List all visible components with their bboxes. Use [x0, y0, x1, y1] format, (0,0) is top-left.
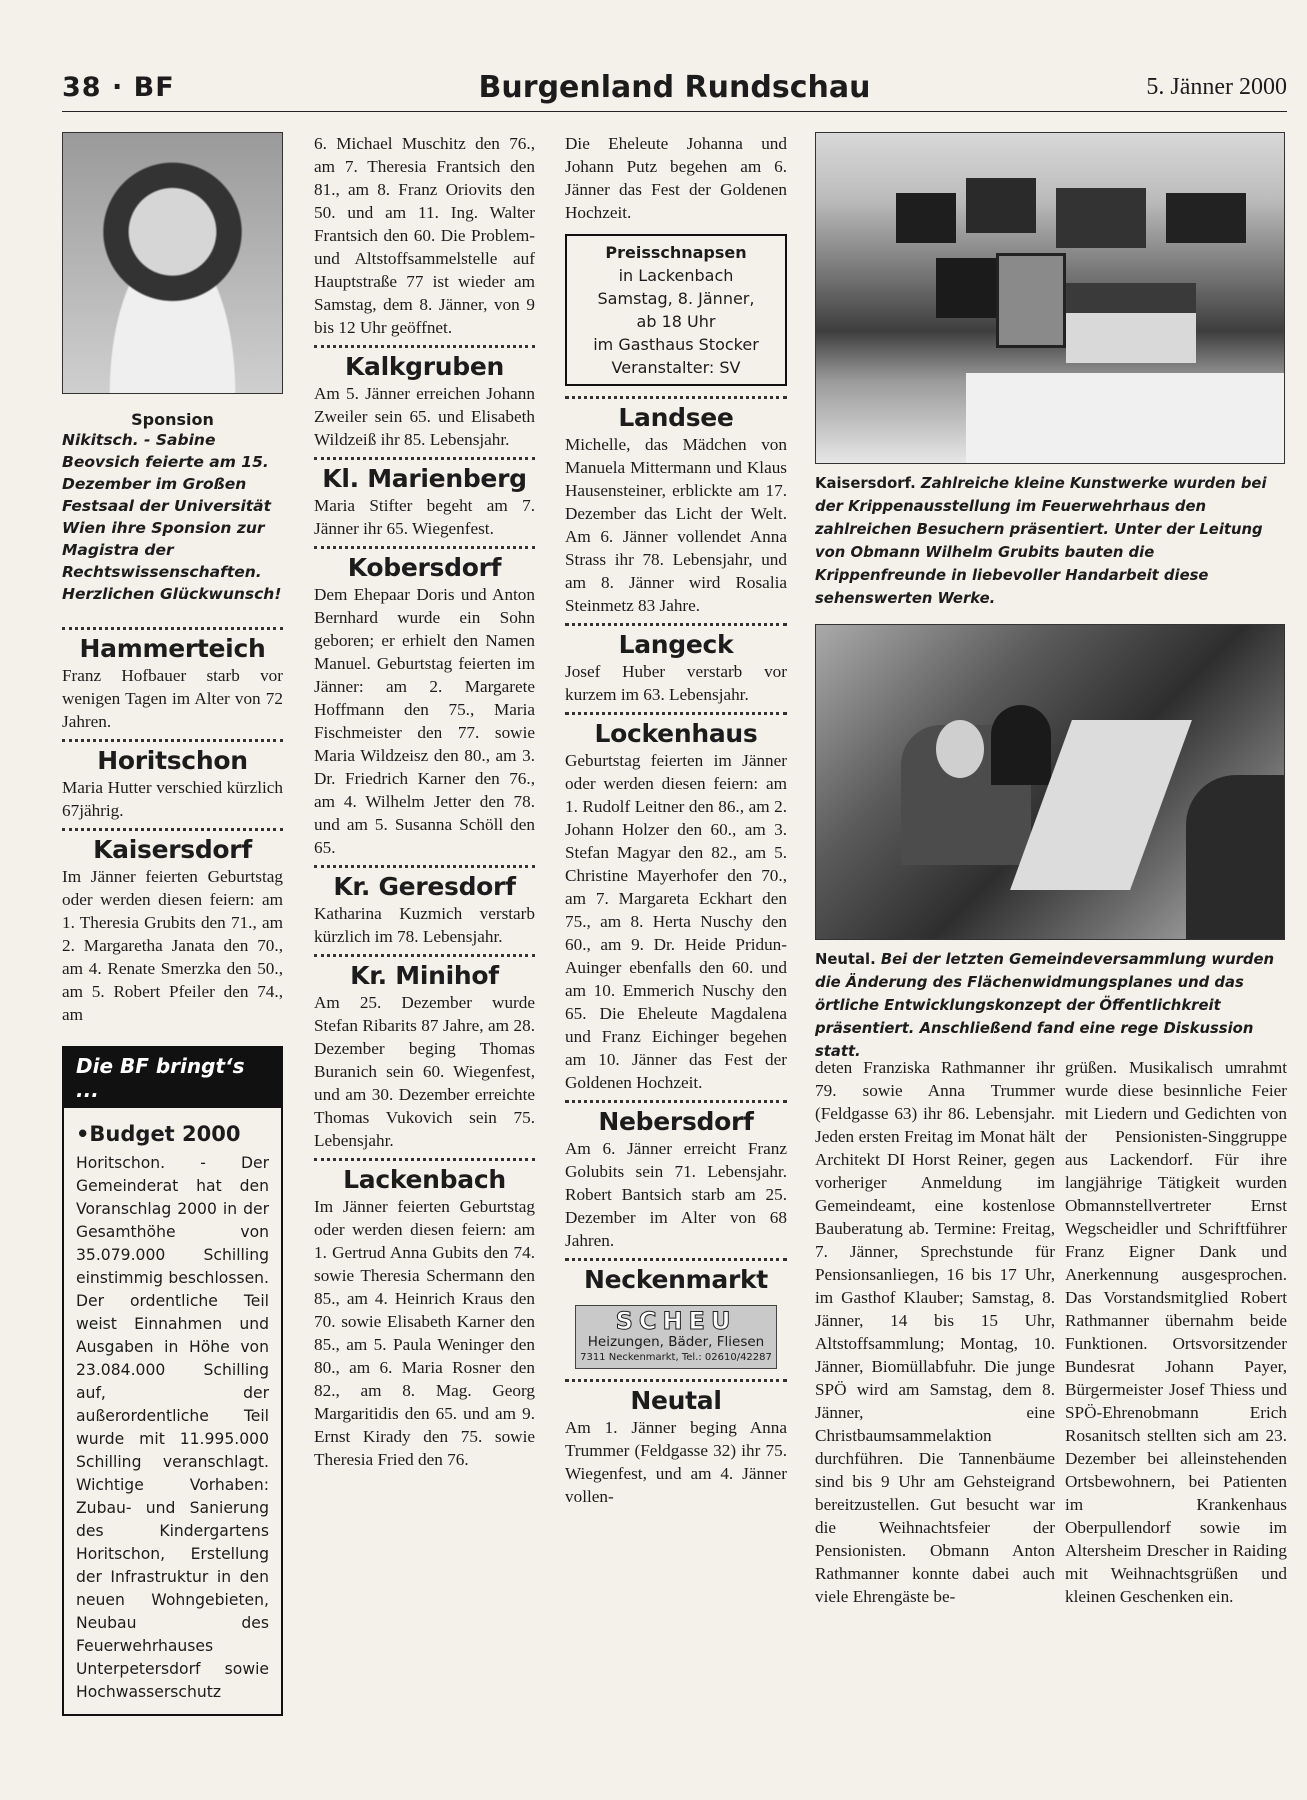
exhibition-photo-caption [815, 472, 1285, 610]
dotted-divider [62, 627, 283, 630]
caption-place: Kaisersdorf. [815, 475, 916, 492]
heading-lockenhaus: Lockenhaus [594, 719, 758, 748]
column-4-left-text [815, 1056, 1055, 1608]
heading-neckenmarkt: Neckenmarkt [584, 1265, 768, 1294]
article-landsee: Michelle, das Mädchen von Manuela Mittermann und Klaus Hausensteiner, erblickte am 17. Dezember das Licht der Welt. Am 6. Jänner vollendet Anna Strass ihr 78. Lebensjahr, und am 8. Jänner wird Rosalia Steinmetz 83 Jahre. [565, 435, 787, 615]
info-box-text: Horitschon. - Der Gemeinderat hat den Voranschlag 2000 in der Gesamthöhe von 35.079.000 Schilling einstimmig beschlossen. Der ordentliche Teil weist Einnahmen und Ausgaben in Höhe von 23.084.000 Schilling auf, der außerordentliche Teil wurde mit 11.995.000 Schilling veranschlagt. Wichtige Vorhaben: Zubau- und Sanierung des Kindergartens Horitschon, Erstellung der Infrastruktur in den neuen Wohngebieten, Neubau des Feuerwehrhauses Unterpetersdorf sowie Hochwasserschutz [76, 1154, 269, 1701]
caption-place: Neutal. [815, 951, 876, 968]
article-lackenbach: Im Jänner feierten Geburtstag oder werden diesen feiern: am 1. Gertrud Anna Gubits den 74. sowie Theresia Schermann den 85., am 4. Heinrich Kraus den 70. sowie Elisabeth Karner den 85., am 5. Paula Weninger den 80., am 6. Maria Rosner den 82., am 8. Mag. Georg Margaritidis den 65. und am 9. Ernst Kirady den 75. sowie Theresia Fried den 76. [314, 1197, 535, 1469]
heading-kr-geresdorf: Kr. Geresdorf [333, 872, 516, 901]
heading-kr-minihof: Kr. Minihof [350, 961, 499, 990]
dotted-divider [565, 623, 787, 626]
ad-services: Heizungen, Bäder, Fliesen [587, 1334, 765, 1350]
heading-kobersdorf: Kobersdorf [347, 553, 502, 582]
column-2 [314, 132, 535, 1471]
advertisement-scheu [575, 1305, 777, 1369]
article-horitschon: Maria Hutter verschied kürzlich 67jährig. [62, 778, 283, 820]
article-kr-minihof: Am 25. Dezember wurde Stefan Ribarits 87 Jahre, am 28. Dezember beging Thomas Buranich sein 60. Wiegenfest, und am 30. Dezember erreichte Thomas Vukovich sein 75. Lebensjahr. [314, 993, 535, 1150]
heading-langeck: Langeck [618, 630, 734, 659]
column-4-photos [815, 132, 1285, 1063]
notice-line: in Lackenbach [618, 266, 734, 285]
dotted-divider [314, 345, 535, 348]
article-neutal-cont: deten Franziska Rathmanner ihr 79. sowie Anna Trummer (Feldgasse 63) ihr 86. Lebensjahr. Jeden ersten Freitag im Monat hält Architekt DI Horst Reiner, gegen vorheriger Anmeldung im Gemeindeamt, eine kostenlose Bauberatung ab. Termine: Freitag, 7. Jänner, Sprechstunde für Pensionsanliegen, 16 bis 17 Uhr, im Gasthof Klauber; Samstag, 8. Jänner, 14 bis 15 Uhr, Altstoffsammlung; Montag, 10. Jänner, Biomüllabfuhr. Die junge SPÖ wird am Samstag, dem 8. Jänner, eine Christbaumsammelaktion durchführen. Die Tannenbäume sind bis 9 Uhr am Gehsteigrand bereitzustellen. Gut besucht war die Weihnachtsfeier der Pensionisten. Obmann Anton Rathmanner konnte dabei auch viele Ehrengäste be- [815, 1058, 1055, 1606]
info-box-title: Die BF bringt‘s ... [64, 1048, 281, 1108]
article-kr-geresdorf: Katharina Kuzmich verstarb kürzlich im 78. Lebensjahr. [314, 904, 535, 946]
caption-text: Zahlreiche kleine Kunstwerke wurden bei der Krippenausstellung im Feuerwehrhaus den zahlreichen Besuchern präsentiert. Unter der Leitung von Obmann Wilhelm Grubits bauten die Krippenfreunde in liebevoller Handarbeit diese sehenswerten Werke. [815, 475, 1267, 607]
heading-kl-marienberg: Kl. Marienberg [322, 464, 527, 493]
article-kalkgruben: Am 5. Jänner erreichen Johann Zweiler sein 65. und Elisabeth Wildzeiß ihr 85. Lebensjahr. [314, 384, 535, 449]
article-neutal: Am 1. Jänner beging Anna Trummer (Feldgasse 32) ihr 75. Wiegenfest, und am 4. Jänner vollen- [565, 1418, 787, 1506]
dotted-divider [565, 1258, 787, 1261]
article-neutal-cont-2: grüßen. Musikalisch umrahmt wurde diese besinnliche Feier mit Liedern und Gedichten von der Pensionisten-Singgruppe aus Lackendorf. Für ihre langjährige Tätigkeit wurden Obmannstellvertreter Ernst Wegscheidler und Schriftführer Franz Eigner Dank und Anerkennung ausgesprochen. Das Vorstandsmitglied Robert Rathmanner übernahm beide Funktionen. Ortsvorsitzender Bundesrat Johann Payer, Bürgermeister Josef Thiess und SPÖ-Ehrenobmann Erich Rosanitsch stellten sich am 23. Dezember bei alleinstehenden Ortsbewohnern, bei Patienten im Krankenhaus Oberpullendorf sowie im Altersheim Drescher in Raiding mit Weihnachtsgrüßen und kleinen Geschenken ein. [1065, 1058, 1287, 1606]
portrait-photo [62, 132, 283, 394]
ad-address: 7311 Neckenmarkt, Tel.: 02610/42287 [580, 1352, 772, 1363]
dotted-divider [314, 954, 535, 957]
heading-kaisersdorf: Kaisersdorf [93, 835, 252, 864]
newspaper-title: Burgenland Rundschau [478, 70, 871, 105]
notice-title: Preisschnapsen [605, 243, 747, 262]
exhibition-photo [815, 132, 1285, 464]
page-header [62, 68, 1287, 112]
info-box-heading: •Budget 2000 [76, 1122, 241, 1146]
dotted-divider [62, 739, 283, 742]
meeting-photo [815, 624, 1285, 940]
notice-line: im Gasthaus Stocker [593, 335, 759, 354]
heading-kalkgruben: Kalkgruben [344, 352, 505, 381]
column-4-right-text [1065, 1056, 1287, 1608]
event-notice-box [565, 234, 787, 386]
dotted-divider [565, 1379, 787, 1382]
dotted-divider [62, 828, 283, 831]
heading-horitschon: Horitschon [97, 746, 248, 775]
article-kobersdorf: Dem Ehepaar Doris und Anton Bernhard wurde ein Sohn geboren; er erhielt den Namen Manuel. Geburtstag feierten im Jänner: am 2. Margarete Hoffmann den 75., Maria Fischmeister den 77. sowie Maria Wildzeisz den 80., am 3. Dr. Friedrich Karner den 76., am 4. Wilhelm Jetter den 78. und am 5. Susanna Schöll den 65. [314, 585, 535, 857]
meeting-photo-caption [815, 948, 1285, 1063]
dotted-divider [314, 865, 535, 868]
ad-logo: SCHEU [615, 1307, 737, 1335]
article-langeck: Josef Huber verstarb vor kurzem im 63. Lebensjahr. [565, 662, 787, 704]
dotted-divider [565, 396, 787, 399]
dotted-divider [565, 712, 787, 715]
article-lockenhaus: Geburtstag feierten im Jänner oder werden diesen feiern: am 1. Rudolf Leitner den 86., am 2. Johann Holzer den 60., am 3. Stefan Magyar den 82., am 5. Christine Mayerhofer den 70., am 7. Margareta Eckhart den 75., am 8. Herta Nuschy den 60., am 9. Dr. Heide Pridun-Auinger ebenfalls den 60. und am 10. Emmerich Nuschy den 65. Die Eheleute Magdalena und Franz Eichinger begehen am 10. Jänner das Fest der Goldenen Hochzeit. [565, 751, 787, 1092]
notice-line: Samstag, 8. Jänner, [597, 289, 755, 308]
article-kl-marienberg: Maria Stifter begeht am 7. Jänner ihr 65. Wiegenfest. [314, 496, 535, 538]
dotted-divider [314, 546, 535, 549]
photo-caption-text: Nikitsch. - Sabine Beovsich feierte am 15. Dezember im Großen Festsaal der Universität Wien ihre Sponsion zur Magistra der Rechtswissenschaften. Herzlichen Glückwunsch! [62, 431, 282, 603]
article-nebersdorf: Am 6. Jänner erreicht Franz Golubits sein 71. Lebensjahr. Robert Bantsich starb am 25. Dezember im Alter von 68 Jahren. [565, 1139, 787, 1250]
dotted-divider [314, 1158, 535, 1161]
notice-line: Veranstalter: SV [611, 358, 741, 377]
bf-info-box [62, 1046, 283, 1716]
article-lackenbach-cont: Die Eheleute Johanna und Johann Putz begehen am 6. Jänner das Fest der Goldenen Hochzeit. [565, 134, 787, 222]
issue-date: 5. Jänner 2000 [1146, 74, 1287, 100]
column-1 [62, 132, 283, 1716]
heading-nebersdorf: Nebersdorf [598, 1107, 754, 1136]
dotted-divider [565, 1100, 787, 1103]
article-kaisersdorf-cont: 6. Michael Muschitz den 76., am 7. Theresia Frantsich den 81., am 8. Franz Oriovits den 50. und am 11. Ing. Walter Frantsich den 60. Die Problem- und Altstoffsammelstelle auf Hauptstraße 77 ist wieder am Samstag, dem 8. Jänner, von 9 bis 12 Uhr geöffnet. [314, 134, 535, 337]
photo-caption-head: Sponsion [131, 410, 214, 429]
heading-lackenbach: Lackenbach [343, 1165, 506, 1194]
dotted-divider [314, 457, 535, 460]
heading-landsee: Landsee [618, 403, 734, 432]
caption-text: Bei der letzten Gemeindeversammlung wurden die Änderung des Flächenwidmungsplanes und das örtliche Entwicklungskonzept der Öffentlichkreit präsentiert. Anschließend fand eine rege Diskussion statt. [815, 951, 1275, 1060]
page-section: 38 · BF [62, 72, 175, 103]
article-hammerteich: Franz Hofbauer starb vor wenigen Tagen im Alter von 72 Jahren. [62, 666, 283, 731]
column-3 [565, 132, 787, 1508]
heading-hammerteich: Hammerteich [79, 634, 266, 663]
notice-line: ab 18 Uhr [636, 312, 716, 331]
article-kaisersdorf: Im Jänner feierten Geburtstag oder werden diesen feiern: am 1. Theresia Grubits den 71., am 2. Margaretha Janata den 70., am 4. Renate Smerzka den 50., am 5. Robert Pfeiler den 74., am [62, 867, 283, 1024]
heading-neutal: Neutal [630, 1386, 722, 1415]
